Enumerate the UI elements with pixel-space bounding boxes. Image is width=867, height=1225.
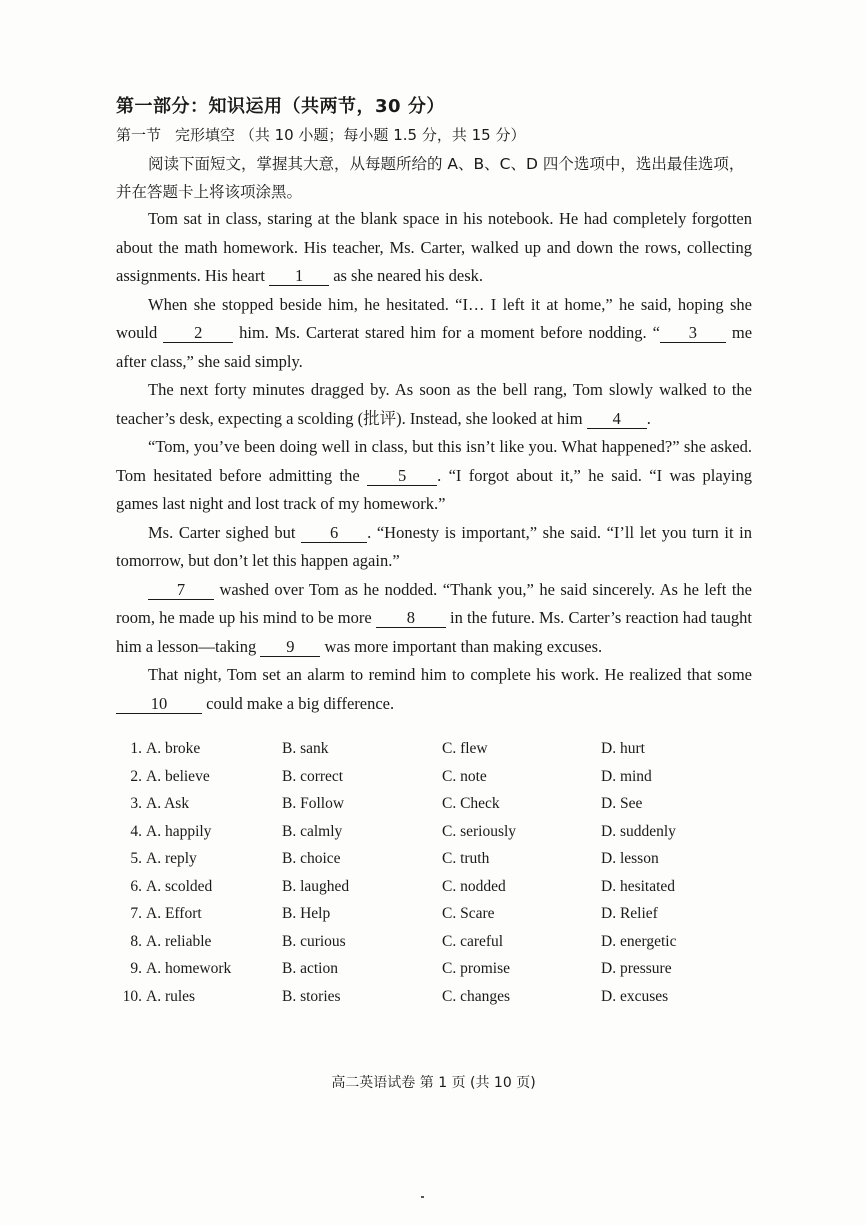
cloze-passage	[116, 205, 752, 718]
question-number: 5.	[130, 850, 142, 867]
passage-text: That night, Tom set an alarm to remind him to complete his work. He realized that some	[148, 665, 752, 684]
option-a: A. Effort	[146, 905, 202, 922]
answer-options	[114, 740, 754, 1015]
passage-text: as she neared his desk.	[333, 266, 484, 285]
option-a: A. homework	[146, 960, 232, 977]
passage-text: Tom sat in class, staring at the blank space in his notebook. He had completely forgotten about the math homework. His teacher, Ms. Carter, walked up and down the rows, collecting assignments. His heart	[116, 209, 752, 285]
scan-speck	[421, 1196, 424, 1198]
blank-4: 4	[587, 409, 647, 429]
blank-2: 2	[163, 323, 233, 343]
option-c: C. note	[442, 767, 487, 785]
option-b: B. Follow	[282, 795, 345, 812]
option-b: B. calmly	[282, 822, 343, 840]
option-c: C. truth	[442, 850, 490, 867]
option-c: C. flew	[442, 740, 488, 757]
option-row	[114, 795, 754, 823]
option-c: C. changes	[442, 987, 511, 1005]
option-b: B. action	[282, 960, 338, 977]
option-b: B. Help	[282, 905, 331, 922]
blank-3: 3	[660, 323, 726, 343]
section-title	[116, 124, 525, 145]
option-a: A. believe	[146, 767, 210, 785]
blank-9: 9	[260, 637, 320, 657]
section-name: 完形填空	[175, 126, 236, 144]
blank-7: 7	[148, 580, 214, 600]
option-row	[114, 960, 754, 988]
option-d: D. suddenly	[601, 822, 676, 840]
passage-paragraph	[116, 576, 752, 662]
option-c: C. promise	[442, 960, 511, 977]
page-footer: 高二英语试卷 第 1 页 (共 10 页)	[331, 1075, 536, 1091]
question-number: 9.	[130, 960, 142, 977]
passage-text: The next forty minutes dragged by. As soon as the bell rang, Tom slowly walked to the teacher’s desk, expecting a scolding (批评). Instead, she looked at him	[116, 380, 752, 428]
blank-6: 6	[301, 523, 367, 543]
option-c: C. Scare	[442, 905, 495, 922]
option-d: D. hurt	[601, 740, 645, 757]
option-d: D. mind	[601, 767, 652, 785]
passage-text: was more important than making excuses.	[324, 636, 603, 656]
option-row	[114, 905, 754, 933]
option-b: B. laughed	[282, 877, 350, 895]
question-number: 2.	[130, 767, 142, 785]
question-number: 6.	[130, 877, 142, 895]
option-c: C. careful	[442, 932, 504, 950]
passage-paragraph	[116, 661, 752, 718]
passage-text: When she stopped beside him, he hesitated. “I… I left it at home,” he said, hoping she would	[116, 294, 752, 342]
option-a: A. broke	[146, 740, 201, 757]
option-d: D. hesitated	[601, 877, 676, 895]
option-b: B. choice	[282, 850, 341, 867]
option-row	[114, 823, 754, 851]
option-b: B. stories	[282, 987, 341, 1005]
passage-text: washed over Tom as he nodded. “Thank you,” he said sincerely. As he left the room, he made up his mind to be more	[116, 579, 752, 627]
section-note: （共 10 小题；每小题 1.5 分，共 15 分）	[239, 126, 526, 144]
question-number: 10.	[122, 987, 142, 1005]
passage-text: .	[646, 408, 651, 428]
option-d: D. Relief	[601, 905, 658, 922]
passage-text: “Tom, you’ve been doing well in class, but this isn’t like you. What happened?” she asked. Tom hesitated before admitting the	[116, 437, 752, 485]
option-a: A. scolded	[146, 877, 213, 895]
option-c: C. Check	[442, 795, 500, 812]
option-row	[114, 878, 754, 906]
option-d: D. excuses	[601, 987, 669, 1005]
instructions: 阅读下面短文，掌握其大意，从每题所给的 A、B、C、D 四个选项中，选出最佳选项，并在答题卡上将该项涂黑。	[116, 155, 745, 201]
option-c: C. seriously	[442, 822, 517, 840]
option-a: A. happily	[146, 822, 212, 840]
option-a: A. reliable	[146, 932, 212, 950]
section-label: 第一节	[116, 126, 162, 144]
option-a: A. reply	[146, 850, 197, 867]
passage-text: in the future. Ms. Carter’s reaction had taught him a lesson—taking	[116, 608, 753, 656]
option-b: B. sank	[282, 740, 329, 757]
passage-text: him. Ms. Carterat stared him for a moment before nodding. “	[239, 323, 660, 342]
option-a: A. rules	[146, 987, 196, 1005]
part-title: 第一部分：知识运用（共两节，30 分）	[116, 96, 445, 117]
question-number: 3.	[130, 795, 142, 812]
option-row	[114, 740, 754, 768]
option-row	[114, 768, 754, 796]
option-d: D. See	[601, 795, 643, 812]
passage-text: . “I forgot about it,” he said. “I was playing games last night and lost track of my homework.”	[116, 465, 753, 513]
option-b: B. correct	[282, 767, 344, 785]
question-number: 8.	[130, 932, 142, 950]
blank-8: 8	[376, 608, 446, 628]
passage-paragraph	[116, 376, 752, 433]
passage-paragraph	[116, 291, 752, 377]
question-number: 4.	[130, 822, 142, 840]
passage-text: . “Honesty is important,” she said. “I’ll let you turn it in tomorrow, but don’t let this happen again.”	[116, 522, 753, 570]
passage-text: me after class,” she said simply.	[116, 323, 753, 371]
passage-paragraph	[116, 205, 752, 291]
question-number: 7.	[130, 905, 142, 922]
blank-5: 5	[367, 466, 437, 486]
option-d: D. energetic	[601, 932, 677, 950]
passage-paragraph	[116, 433, 752, 519]
passage-text: could make a big difference.	[206, 693, 395, 713]
option-d: D. lesson	[601, 850, 659, 867]
option-a: A. Ask	[146, 795, 190, 812]
question-number: 1.	[130, 740, 142, 757]
passage-text: Ms. Carter sighed but	[148, 522, 296, 542]
option-row	[114, 850, 754, 878]
option-b: B. curious	[282, 932, 346, 950]
option-row	[114, 933, 754, 961]
option-c: C. nodded	[442, 877, 506, 895]
option-row	[114, 988, 754, 1016]
blank-1: 1	[269, 266, 329, 286]
passage-paragraph	[116, 519, 752, 576]
blank-10: 10	[116, 694, 202, 714]
option-d: D. pressure	[601, 960, 672, 977]
